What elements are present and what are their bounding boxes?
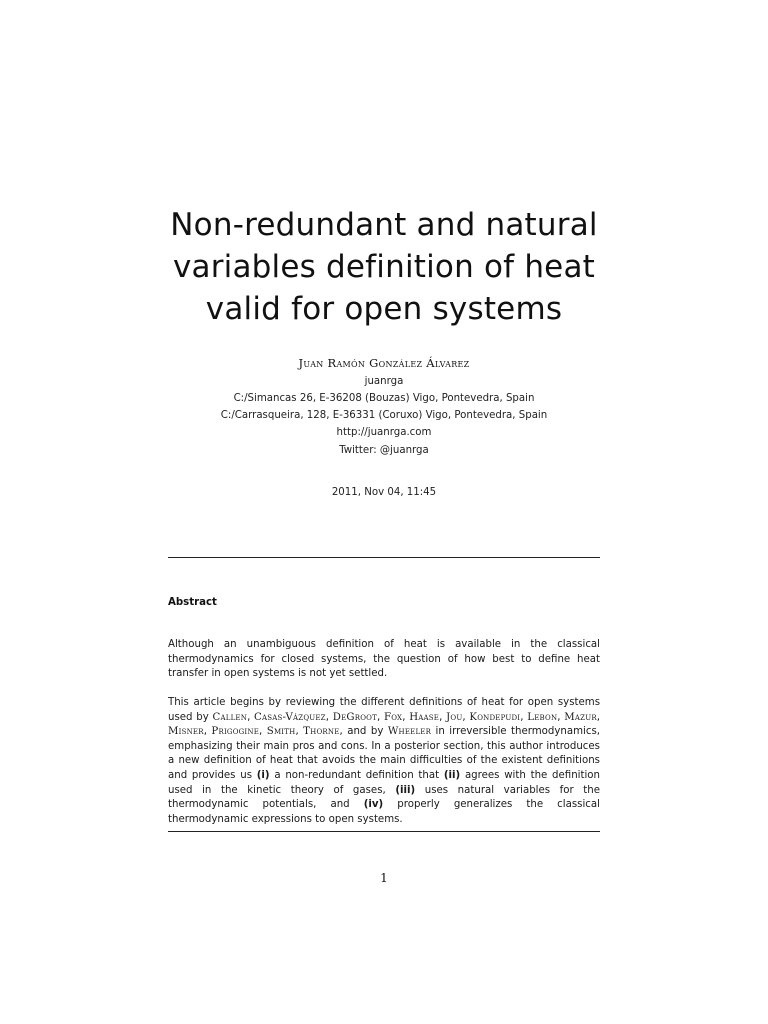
title-line: Non-redundant and natural	[170, 207, 598, 243]
paper-title	[120, 204, 648, 330]
twitter-handle: Twitter: @juanrga	[339, 445, 429, 456]
author-ref: Wheeler	[387, 726, 432, 738]
author-ref: Smith	[266, 726, 296, 738]
author-ref: Haase	[409, 711, 440, 723]
paragraph-middle: in irreversible thermodynamics, emphasizing their main pros and cons. In a posterior section, this author introduces a new definition of heat that avoids the main difficulties of the existent definitions and provides us	[168, 726, 601, 781]
author-ref: Kondepudi	[469, 711, 521, 723]
author-ref: Mazur	[564, 711, 597, 723]
author-handle: juanrga	[364, 376, 404, 387]
author-ref: Jou	[446, 711, 463, 723]
author-ref: DeGroot	[332, 711, 377, 723]
abstract-heading: Abstract	[168, 597, 217, 608]
title-line: variables definition of heat	[172, 249, 596, 285]
top-divider	[168, 557, 600, 558]
author-ref: Prigogine	[211, 726, 260, 738]
address-line-1: C:/Simancas 26, E-36208 (Bouzas) Vigo, Pontevedra, Spain	[233, 393, 535, 404]
author-ref: Misner	[168, 726, 204, 738]
author-name: Juan Ramón González Álvarez	[298, 356, 470, 370]
item-marker: (iv)	[363, 799, 384, 811]
item-text: uses natural variables for the thermodynamic potentials, and	[168, 784, 600, 811]
item-marker: (i)	[256, 769, 270, 781]
paper-date: 2011, Nov 04, 11:45	[331, 487, 437, 498]
item-text: agrees with the definition used in the kinetic theory of gases,	[168, 769, 600, 796]
page-number: 1	[380, 871, 388, 885]
item-marker: (iii)	[395, 784, 416, 796]
abstract-paragraph-2: This article begins by reviewing the different definitions of heat for open systems used by Callen, Casas-Vázquez, DeGroot, Fox, Haase, Jou, Kondepudi, Lebon, Mazur, Misner, Prigogine, Smith, Thorne, and by Wheeler in irreversible thermodynamics, emphasizing their main pros and cons. In a posterior section, this author introduces a new definition of heat that avoids the main difficulties of the existent definitions and provides us (i) a non-redundant definition that (ii) agrees with the definition used in the kinetic theory of gases, (iii) uses natural variables for the thermodynamic potentials, and (iv) properly generalizes the classical thermodynamic expressions to open systems.	[168, 697, 601, 825]
author-ref: Casas-Vázquez	[254, 711, 326, 723]
bottom-divider	[168, 831, 600, 832]
website-link[interactable]: http://juanrga.com	[336, 427, 432, 438]
title-line: valid for open systems	[205, 291, 563, 327]
address-line-2: C:/Carrasqueira, 128, E-36331 (Coruxo) Vigo, Pontevedra, Spain	[220, 410, 548, 421]
item-text: a non-redundant definition that	[274, 769, 440, 781]
author-ref: Callen	[212, 711, 248, 723]
paragraph-intro: This article begins by reviewing the different definitions of heat for open systems used by	[168, 697, 600, 723]
item-text: properly generalizes the classical thermodynamic expressions to open systems.	[168, 799, 600, 825]
item-marker: (ii)	[443, 769, 461, 781]
author-ref: Thorne	[303, 726, 340, 738]
author-ref: Fox	[383, 711, 403, 723]
abstract-paragraph-1: Although an unambiguous definition of heat is available in the classical thermodynamics for closed systems, the question of how best to define heat transfer in open systems is not yet settled.	[168, 639, 600, 680]
author-ref: Lebon	[527, 711, 558, 723]
and-by-text: and by	[347, 726, 384, 738]
